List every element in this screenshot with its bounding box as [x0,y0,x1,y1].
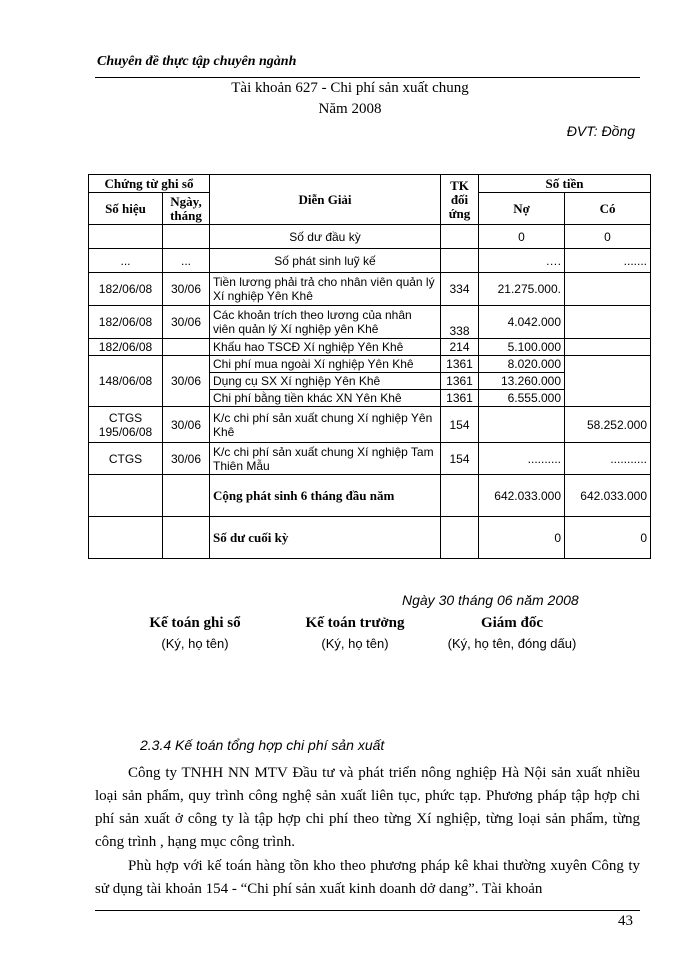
row-voucher-date: 30/06 [163,443,210,475]
row-description: Khấu hao TSCĐ Xí nghiệp Yên Khê [210,339,441,356]
group-voucher-date: 30/06 [163,356,210,407]
col-voucher-date: Ngày, tháng [163,193,210,225]
row-debit: 21.275.000. [479,273,565,306]
ending-label: Số dư cuối kỳ [210,517,441,559]
table-row [89,339,651,356]
row-account: 338 [441,306,479,339]
row-voucher-no: CTGS 195/06/08 [89,407,163,443]
col-voucher-no: Số hiệu [89,193,163,225]
row-account: 154 [441,443,479,475]
row-credit [565,273,651,306]
total-credit: 642.033.000 [565,475,651,517]
table-row [89,356,651,373]
row-voucher-no: 182/06/08 [89,273,163,306]
row-account: 1361 [441,390,479,407]
col-credit: Có [565,193,651,225]
group-credit [565,356,651,407]
accumulated-row [89,249,651,273]
opening-debit: 0 [479,225,565,249]
opening-label: Số dư đầu kỳ [210,225,441,249]
signature-role: Kế toán ghi sổ [149,615,241,631]
signature-note: (Ký, họ tên, đóng dấu) [447,636,577,651]
row-description: Tiền lương phải trả cho nhân viên quản lý Xí nghiệp Yên Khê [210,273,441,306]
signature-note: (Ký, họ tên) [321,636,389,651]
total-row [89,475,651,517]
row-voucher-date: 30/06 [163,273,210,306]
row-debit [479,407,565,443]
row-voucher-no: 182/06/08 [89,306,163,339]
ending-balance-row [89,517,651,559]
row-credit: 58.252.000 [565,407,651,443]
header-divider [95,77,640,78]
total-debit: 642.033.000 [479,475,565,517]
row-voucher-no: CTGS [89,443,163,475]
signature-note: (Ký, họ tên) [161,636,229,651]
row-credit [565,306,651,339]
running-header: Chuyên đề thực tập chuyên ngành [97,54,297,69]
row-description: Chi phí bằng tiền khác XN Yên Khê [210,390,441,407]
row-account: 154 [441,407,479,443]
col-voucher-group: Chứng từ ghi sổ [89,175,210,193]
accumulated-label: Số phát sinh luỹ kế [210,249,441,273]
row-description: Chi phí mua ngoài Xí nghiệp Yên Khê [210,356,441,373]
signing-date: Ngày 30 tháng 06 năm 2008 [402,592,579,608]
row-debit: 4.042.000 [479,306,565,339]
opening-balance-row [89,225,651,249]
row-debit: 13.260.000 [479,373,565,390]
ending-debit: 0 [479,517,565,559]
row-description: Dụng cụ SX Xí nghiệp Yên Khê [210,373,441,390]
col-amount-group: Số tiền [479,175,651,193]
row-debit: 8.020.000 [479,356,565,373]
account-title: Tài khoản 627 - Chi phí sản xuất chung [231,80,469,96]
col-description: Diễn Giải [210,175,441,225]
account-year: Năm 2008 [318,101,382,117]
row-description: K/c chi phí sản xuất chung Xí nghiệp Yên Khê [210,407,441,443]
paragraph [95,762,640,854]
table-row [89,273,651,306]
row-voucher-date [163,339,210,356]
row-description: K/c chi phí sản xuất chung Xí nghiệp Tam Thiên Mẫu [210,443,441,475]
row-account: 1361 [441,356,479,373]
opening-credit: 0 [565,225,651,249]
footer-divider [95,910,640,911]
row-debit: 6.555.000 [479,390,565,407]
accumulated-debit: …. [479,249,565,273]
accumulated-credit: ....... [565,249,651,273]
row-account: 214 [441,339,479,356]
row-voucher-date: 30/06 [163,407,210,443]
row-voucher-date: 30/06 [163,306,210,339]
row-account: 1361 [441,373,479,390]
accumulated-voucher-date: ... [163,249,210,273]
row-voucher-no: 182/06/08 [89,339,163,356]
ending-credit: 0 [565,517,651,559]
signature-director [412,615,612,651]
row-debit: 5.100.000 [479,339,565,356]
row-account: 334 [441,273,479,306]
page-number: 43 [618,913,633,929]
total-label: Cộng phát sinh 6 tháng đầu năm [210,475,441,517]
table-header-row [89,175,651,193]
paragraph-text: Công ty TNHH NN MTV Đầu tư và phát triển nông nghiệp Hà Nội sản xuất nhiều loại sản phẩm, quy trình công nghệ sản xuất liên tục, phức tạp. Phương pháp tập hợp chi phí sản xuất ở công ty là tập hợp chi phí theo từng Xí nghiệp, từng loại sản phẩm, từng công trình , hạng mục công trình. [95,765,640,850]
table-row [89,443,651,475]
row-debit: .......... [479,443,565,475]
row-description: Các khoản trích theo lương của nhân viên quản lý Xí nghiệp yên Khê [210,306,441,339]
row-credit [565,339,651,356]
section-heading: 2.3.4 Kế toán tổng hợp chi phí sản xuất [140,737,385,753]
paragraph-text: Phù hợp với kế toán hàng tồn kho theo phương pháp kê khai thường xuyên Công ty sử dụng tài khoản 154 - “Chi phí sản xuất kinh doanh dở dang”. Tài khoản [95,858,640,897]
table-row [89,306,651,339]
table-row [89,407,651,443]
currency-unit: ĐVT: Đồng [566,123,635,139]
col-debit: Nợ [479,193,565,225]
group-voucher-no: 148/06/08 [89,356,163,407]
ledger-table [88,174,651,559]
accumulated-voucher-no: ... [89,249,163,273]
paragraph [95,855,640,901]
signature-role: Kế toán trưởng [305,615,405,631]
col-counter-account: TK đối ứng [441,175,479,225]
row-credit: ........... [565,443,651,475]
signature-role: Giám đốc [480,615,544,631]
